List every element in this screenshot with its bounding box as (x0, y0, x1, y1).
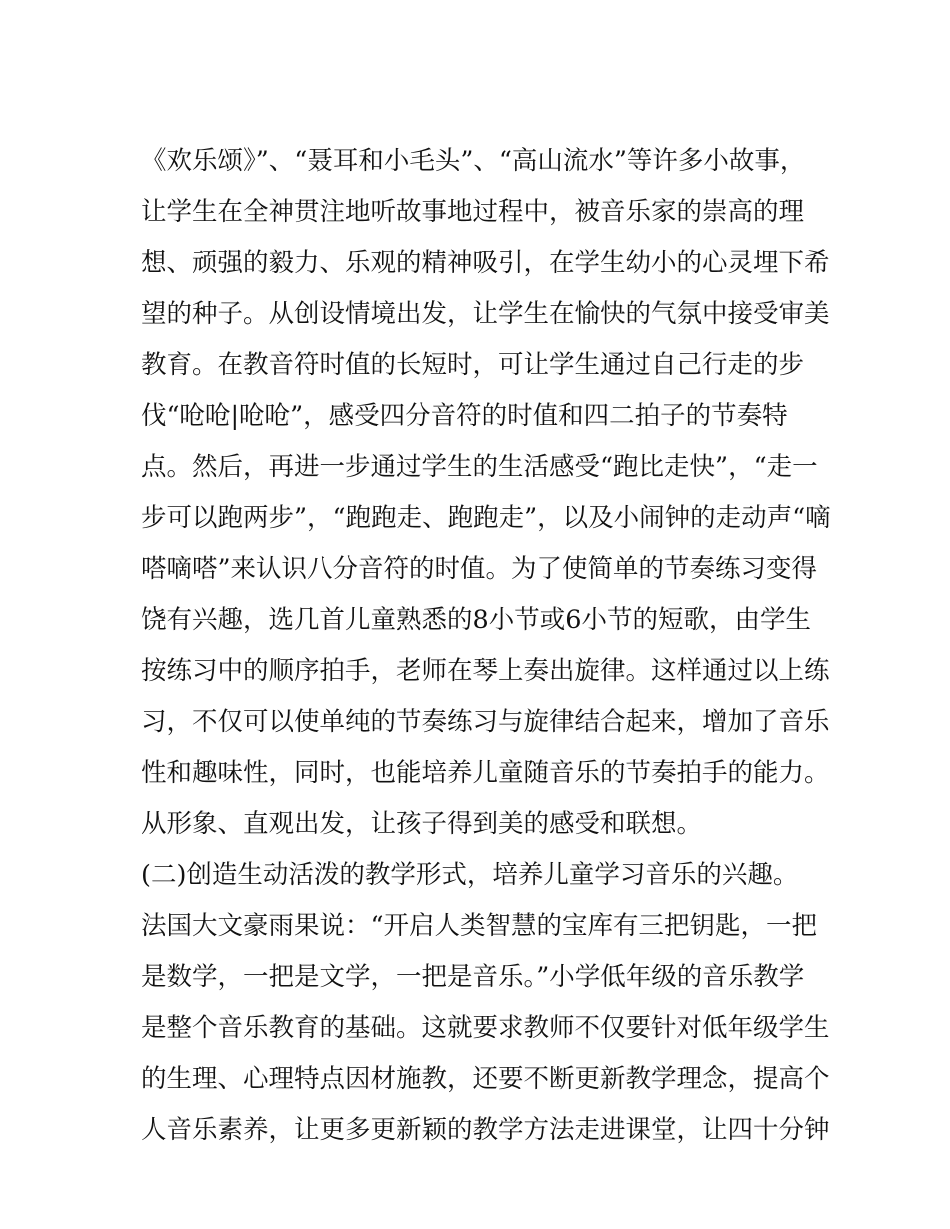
text-line: 嗒嘀嗒”来认识八分音符的时值。为了使简单的节奏练习变得 (141, 554, 818, 584)
text-line: 人音乐素养，让更多更新颖的教学方法走进课堂，让四十分钟 (141, 1115, 830, 1145)
body-text (141, 136, 831, 1156)
text-line: 点。然后，再进一步通过学生的生活感受“跑比走快”，“走一 (141, 452, 818, 482)
text-line: 习，不仅可以使单纯的节奏练习与旋律结合起来，增加了音乐 (141, 707, 830, 737)
text-line: 教育。在教音符时值的长短时，可让学生通过自己行走的步 (141, 350, 805, 380)
text-line: 望的种子。从创设情境出发，让学生在愉快的气氛中接受审美 (141, 299, 830, 329)
text-line: 从形象、直观出发，让孩子得到美的感受和联想。 (141, 809, 703, 839)
text-line: 饶有兴趣，选几首儿童熟悉的8小节或6小节的短歌，由学生 (141, 605, 811, 635)
text-line: 《欢乐颂》”、“聂耳和小毛头”、“高山流水”等许多小故事， (141, 146, 806, 176)
section-heading: (二)创造生动活泼的教学形式，培养儿童学习音乐的兴趣。 (141, 860, 799, 890)
text-line: 按练习中的顺序拍手，老师在琴上奏出旋律。这样通过以上练 (141, 656, 830, 686)
text-line: 的生理、心理特点因材施教，还要不断更新教学理念，提高个 (141, 1064, 830, 1094)
text-line: 法国大文豪雨果说：“开启人类智慧的宝库有三把钥匙，一把 (141, 911, 818, 941)
text-line: 性和趣味性，同时，也能培养儿童随音乐的节奏拍手的能力。 (141, 758, 830, 788)
text-line: 想、顽强的毅力、乐观的精神吸引，在学生幼小的心灵埋下希 (141, 248, 830, 278)
text-line: 是整个音乐教育的基础。这就要求教师不仅要针对低年级学生 (141, 1013, 830, 1043)
text-line: 伐“呛呛|呛呛”，感受四分音符的时值和四二拍子的节奏特 (141, 401, 788, 431)
text-line: 步可以跑两步”，“跑跑走、跑跑走”，以及小闹钟的走动声“嘀 (141, 503, 831, 533)
text-line: 让学生在全神贯注地听故事地过程中，被音乐家的崇高的理 (141, 197, 805, 227)
text-line: 是数学，一把是文学，一把是音乐。”小学低年级的音乐教学 (141, 962, 805, 992)
